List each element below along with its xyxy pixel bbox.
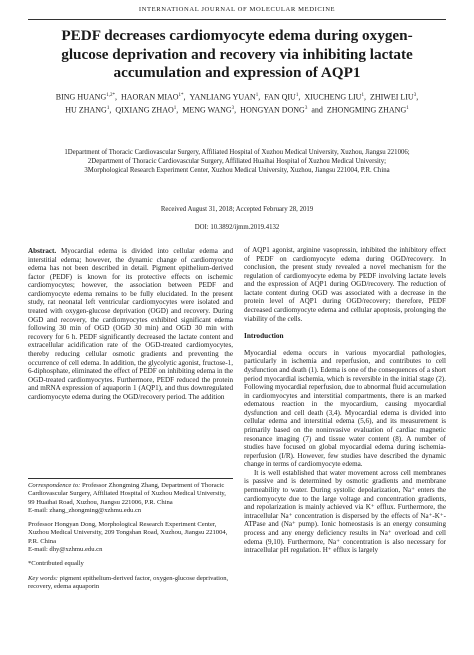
affiliation-line: 1Department of Thoracic Cardiovascular Surgery, Affiliated Hospital of Xuzhou Medical University, Xuzhou, Jiangsu 221006; xyxy=(64,149,410,156)
keywords-label: Key words: xyxy=(28,574,58,582)
received-accepted-dates: Received August 31, 2018; Accepted February 28, 2019 xyxy=(160,206,314,213)
abstract-column xyxy=(28,247,233,401)
correspondence-label: Correspondence to: xyxy=(28,482,81,489)
footnote-rule xyxy=(28,478,233,479)
affiliation-line: 3Morphological Research Experiment Center, Xuzhou Medical University, Xuzhou, Jiangsu 221004, P.R. China xyxy=(84,166,390,174)
introduction-paragraph: It is well established that water movement across cell membranes is passive and is determined by osmotic gradients and membrane permeability to water. During systolic depolarization, Na⁺ enters the cardiomyocyte due to the large voltage and concentration gradients, and repolarization is mainly achieved via K⁺ efflux. Furthermore, the intracellular Na⁺ concentration is dispersed by the effects of Na⁺-K⁺-ATPase and (Na⁺ pump). Ionic homeostasis is an energy consuming process and any energy deficiency results in Na⁺ overload and cell edema (9,10). Furthermore, Na⁺ concentration is also necessary for intracellular pH regulation. H⁺ efflux is largely xyxy=(244,468,446,555)
abstract-continued: of AQP1 agonist, arginine vasopressin, inhibited the inhibitory effect of PEDF on cardiomyocyte edema during OGD/recovery. In conclusion, the present study revealed a novel mechanism for the regulation of cardiomyocyte edema by PEDF involving lactate levels and the expression of AQP1 during OGD/recovery. The reduction of lactate content during OGD was associated with a decrease in the protein level of AQP1 during OGD/recovery; therefore, PEDF decreased cardiomyocyte edema and cellular apoptosis, prolonging the viability of the cells. xyxy=(244,246,446,323)
abstract-label: Abstract. xyxy=(28,247,57,255)
journal-header: INTERNATIONAL JOURNAL OF MOLECULAR MEDICINE xyxy=(138,6,336,13)
footnotes xyxy=(28,482,233,591)
keywords-text: pigment epithelium-derived factor, oxygen-glucose deprivation, recovery, edema aquaporin xyxy=(28,574,229,590)
abstract-text: Myocardial edema is divided into cellular edema and interstitial edema; however, the dynamic change of cardiomyocyte edema has not been described in detail. Pigment epithelium-derived factor (PEDF) is known for its protective effects on ischemic cardiomyocytes; however, the association between PEDF and cardiomyocyte edema remains to be fully elucidated. In the present study, rat neonatal left ventricular cardiomyocytes were isolated and treated with oxygen-glucose deprivation (OGD) and recovery. During OGD and recovery, the cardiomyocytes exhibited significant edema following 30 min of OGD (OGD 30 min) and OGD 30 min with recovery for 6 h. PEDF significantly decreased the lactate content and extracellular acidification rate of the OGD-treated cardiomyocytes, thereby reducing cellular osmotic gradients and preventing the occurrence of cell edema. In addition, the glycolytic agonist, fructose-1, 6-diphosphate, eliminated the effect of PEDF on inhibiting edema in the OGD-treated cardiomyocytes. Furthermore, PEDF reduced the protein and mRNA expression of aquaporin 1 (AQP1), and thus downregulated cardiomyocyte edema during the OGD/recovery period. The addition xyxy=(28,247,234,401)
author-line: HU ZHANG$^1$, QIXIANG ZHAO$^1$, MENG WANG$^3$, HONGYAN DONG$^3$ and ZHONGMING ZHANG$^1$ xyxy=(65,105,409,115)
right-column xyxy=(244,246,446,555)
author-line: BING $HUANG^{1,2*}$, HAORAN $MIAO^{1*}$, YANLIANG YUAN$^1$, FAN QIU$^1$, XIUCHENG LIU$^1$, ZHIWEI LIU$^3$, xyxy=(55,92,419,102)
affiliation-line: 2Department of Thoracic Cardiovascular Surgery, Affiliated Huaihai Hospital of Xuzhou Medical University; xyxy=(87,157,387,165)
introduction-paragraph: Myocardial edema occurs in various myocardial pathologies, particularly in ischemia and reperfusion, and contributes to cell dysfunction and death (1). Edema is one of the consequences of a short period myocardial ischemia, which is reversible in the initial stage (2). Following myocardial reperfusion, due to abnormal fluid accumulation in cardiomyocytes and interstitial compartments, there is an marked edematous reaction in the myocardium, causing myocardial dysfunction and cell death (3,4). Myocardial edema is divided into cellular edema and interstitial edema (5,6), and its measurement is primarily based on the noninvasive evaluation of cardiac magnetic resonance imaging (7) and tissue water content (8). A number of studies have focused on global myocardial edema during ischemia-reperfusion (I/R). However, few studies have described the dynamic change in terms of cardiomyocyte edema. xyxy=(244,348,446,469)
author-list xyxy=(40,90,434,116)
affiliations xyxy=(28,149,446,175)
paper-title: PEDF decreases cardiomyocyte edema during oxygen-glucose deprivation and recovery via inhibiting lactate accumulation and expression of AQP1 xyxy=(61,27,413,81)
correspondence-line: Professor Hongyan Dong, Morphological Research Experiment Center, Xuzhou Medical University, 209 Tongshan Road, Xuzhou, Jiangsu 221004, P.R. China xyxy=(28,521,228,545)
doi-link[interactable]: DOI: 10.3892/ijmm.2019.4132 xyxy=(194,224,280,231)
correspondence-line: Professor Zhongming Zhang, Department of Thoracic Cardiovascular Surgery, Affiliated Hospital of Xuzhou Medical University, 99 Huaihai Road, Xuzhou, Jiangsu 221006, P.R. China xyxy=(28,482,226,506)
contributed-note: *Contributed equally xyxy=(28,560,84,568)
correspondence-email[interactable]: E-mail: zhang_zhongming@xzhmu.edu.cn xyxy=(28,506,142,514)
correspondence-email[interactable]: E-mail: dhy@xzhmu.edu.cn xyxy=(28,546,103,554)
introduction-heading: Introduction xyxy=(244,331,284,341)
header-rule xyxy=(28,19,446,20)
